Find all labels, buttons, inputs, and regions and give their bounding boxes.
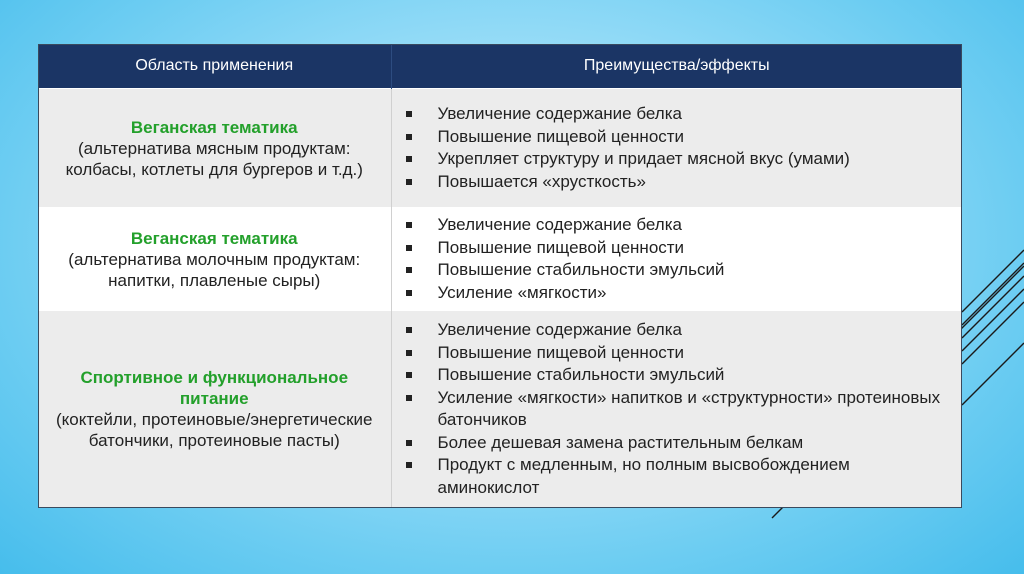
- list-item: [404, 282, 955, 305]
- benefits-list: [404, 319, 955, 499]
- list-item: [404, 171, 955, 194]
- list-item: [404, 454, 955, 499]
- benefit-text: Более дешевая замена растительным белкам: [437, 432, 804, 452]
- benefit-text: Увеличение содержание белка: [437, 320, 682, 339]
- benefit-text: Повышается «хрусткость»: [437, 171, 646, 191]
- benefit-text: Укрепляет структуру и придает мясной вкус (умами): [437, 149, 850, 168]
- area-description: (альтернатива мясным продуктам: колбасы, котлеты для бургеров и т.д.): [65, 138, 363, 179]
- square-bullet-icon: [406, 245, 412, 251]
- table-header-row: [38, 44, 962, 89]
- table-row: [38, 311, 962, 508]
- area-title: Спортивное и функциональное питание: [80, 368, 349, 408]
- list-item: [404, 387, 955, 432]
- square-bullet-icon: [406, 111, 412, 117]
- square-bullet-icon: [406, 134, 412, 140]
- list-item: [404, 432, 955, 455]
- list-item: [404, 319, 955, 342]
- area-cell: [38, 208, 391, 311]
- benefit-text: Усиление «мягкости»: [437, 282, 607, 302]
- benefits-list: [404, 103, 955, 193]
- deco-line: [962, 263, 1024, 325]
- area-cell: [38, 311, 391, 508]
- square-bullet-icon: [406, 372, 412, 378]
- benefit-text: Увеличение содержание белка: [437, 104, 682, 123]
- benefits-cell: [391, 208, 962, 311]
- square-bullet-icon: [406, 156, 412, 162]
- benefit-text: Повышение пищевой ценности: [437, 126, 685, 146]
- area-description: (коктейли, протеиновые/энергетические батончики, протеиновые пасты): [55, 410, 373, 450]
- deco-line: [962, 276, 1024, 338]
- square-bullet-icon: [406, 462, 412, 468]
- applications-table: [38, 44, 962, 507]
- column-header-area: Область применения: [38, 44, 391, 89]
- square-bullet-icon: [406, 395, 412, 401]
- square-bullet-icon: [406, 440, 412, 446]
- area-description: (альтернатива молочным продуктам: напитки, плавленые сыры): [68, 249, 361, 290]
- list-item: [404, 103, 955, 126]
- benefits-cell: [391, 89, 962, 208]
- benefit-text: Повышение стабильности эмульсий: [437, 365, 725, 384]
- list-item: [404, 237, 955, 260]
- square-bullet-icon: [406, 222, 412, 228]
- benefit-text: Продукт с медленным, но полным высвобождением аминокислот: [437, 455, 850, 497]
- square-bullet-icon: [406, 327, 412, 333]
- area-title: Веганская тематика: [130, 228, 298, 248]
- benefits-list: [404, 214, 955, 304]
- square-bullet-icon: [406, 290, 412, 296]
- deco-line: [962, 343, 1024, 405]
- column-header-benefits: Преимущества/эффекты: [391, 44, 962, 89]
- list-item: [404, 342, 955, 365]
- benefit-text: Повышение пищевой ценности: [437, 342, 685, 362]
- benefit-text: Повышение пищевой ценности: [437, 237, 685, 257]
- deco-line: [962, 289, 1024, 351]
- deco-line: [962, 302, 1024, 364]
- square-bullet-icon: [406, 179, 412, 185]
- list-item: [404, 126, 955, 149]
- square-bullet-icon: [406, 267, 412, 273]
- list-item: [404, 148, 955, 171]
- list-item: [404, 214, 955, 237]
- list-item: [404, 364, 955, 387]
- benefit-text: Усиление «мягкости» напитков и «структурности» протеиновых батончиков: [437, 387, 941, 429]
- area-cell: [38, 89, 391, 208]
- list-item: [404, 259, 955, 282]
- table-row: [38, 208, 962, 311]
- benefits-cell: [391, 311, 962, 508]
- benefit-text: Увеличение содержание белка: [437, 215, 682, 234]
- square-bullet-icon: [406, 350, 412, 356]
- deco-line: [962, 250, 1024, 312]
- area-title: Веганская тематика: [130, 117, 298, 137]
- table-row: [38, 89, 962, 208]
- benefit-text: Повышение стабильности эмульсий: [437, 260, 725, 279]
